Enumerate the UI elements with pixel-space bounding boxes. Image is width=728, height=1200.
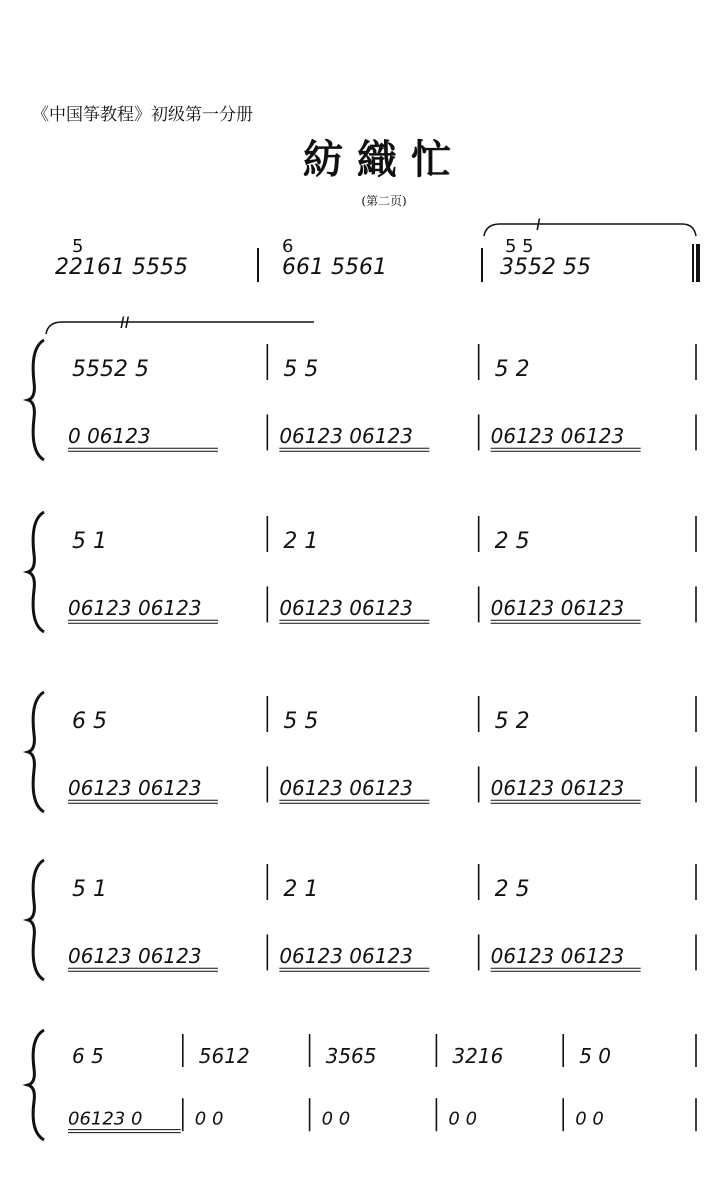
upper-measure: 5552 5 <box>72 357 149 382</box>
intro-measure-1-top: 5 <box>72 236 84 257</box>
lower-measure: 06123 06123 <box>490 776 625 801</box>
song-title: 紡織忙 <box>303 136 465 183</box>
upper-measure: 5612 <box>198 1044 250 1068</box>
book-title: 《中国筝教程》初级第一分册 <box>32 105 253 125</box>
system-brace <box>28 340 44 460</box>
lower-measure: 0 0 <box>448 1108 478 1130</box>
system-brace <box>28 692 44 812</box>
upper-measure: 5 1 <box>72 877 107 902</box>
system-brace <box>28 860 44 980</box>
intro-measure-1: 22161 5555 <box>55 255 188 280</box>
intro-measure-3-top: 5 5 <box>505 236 534 257</box>
volta-1-label: I <box>536 215 541 234</box>
upper-measure: 6 5 <box>72 709 107 734</box>
lower-measure: 0 0 <box>575 1108 604 1130</box>
system-5 <box>28 1030 696 1140</box>
lower-measure: 0 06123 <box>68 424 151 449</box>
upper-measure: 3216 <box>452 1044 504 1068</box>
lower-measure: 06123 06123 <box>279 596 413 621</box>
system-4 <box>28 860 696 980</box>
lower-measure: 06123 06123 <box>68 944 202 969</box>
intro-measure-3: 3552 55 <box>500 255 591 280</box>
upper-measure: 5 5 <box>283 709 319 734</box>
system-3 <box>28 692 696 812</box>
upper-measure: 3565 <box>325 1044 377 1068</box>
volta-2-label: II <box>120 313 130 332</box>
intro-measure-2: 661 5561 <box>282 255 387 280</box>
intro-measure-2-top: 6 <box>282 236 294 257</box>
upper-measure: 2 1 <box>283 877 319 902</box>
page-label: (第二页) <box>361 194 407 208</box>
upper-measure: 6 5 <box>72 1044 104 1068</box>
upper-measure: 2 1 <box>283 529 319 554</box>
lower-measure: 06123 06123 <box>279 944 413 969</box>
lower-measure: 06123 06123 <box>490 944 625 969</box>
upper-measure: 2 5 <box>494 529 530 554</box>
lower-measure: 06123 06123 <box>490 596 625 621</box>
upper-measure: 5 1 <box>72 529 107 554</box>
lower-measure: 06123 06123 <box>68 596 202 621</box>
lower-measure: 0 0 <box>194 1108 224 1130</box>
lower-measure: 06123 06123 <box>279 776 413 801</box>
lower-measure: 06123 06123 <box>490 424 625 449</box>
upper-measure: 2 5 <box>494 877 530 902</box>
lower-measure: 06123 06123 <box>279 424 413 449</box>
lower-measure: 0 0 <box>321 1108 351 1130</box>
lower-measure: 06123 06123 <box>68 776 202 801</box>
system-2 <box>28 512 696 632</box>
intro-row <box>46 215 698 334</box>
system-brace <box>28 512 44 632</box>
upper-measure: 5 2 <box>494 709 530 734</box>
lower-measure: 06123 0 <box>68 1108 143 1130</box>
system-brace <box>28 1030 44 1140</box>
system-1 <box>28 340 696 460</box>
upper-measure: 5 0 <box>579 1044 612 1068</box>
upper-measure: 5 2 <box>494 357 530 382</box>
upper-measure: 5 5 <box>283 357 319 382</box>
